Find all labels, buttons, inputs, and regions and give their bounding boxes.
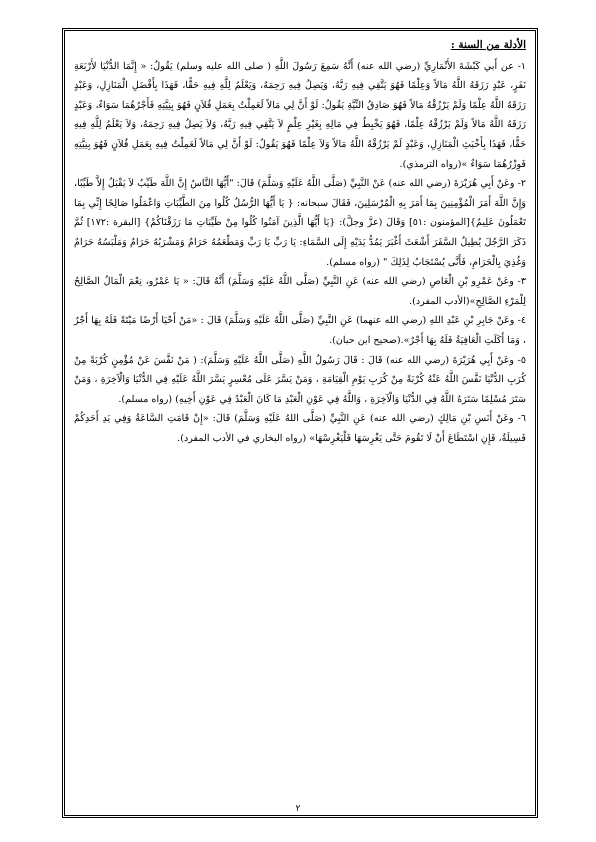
- page-number: ٢: [295, 804, 301, 814]
- document-body: [74, 36, 526, 448]
- hadith-item-3: ٣- وعَنْ عَمْرِو بْنِ الْعَاصِ (رضي الله عنه) عَنِ النَّبِيِّ (صَلَّى اللَّهُ عَلَيْهِ وَسَلَّمَ) أَنَّهُ قَالَ: « يَا عَمْرُو، نِعْمَ الْمَالُ الصَّالِحُ لِلْمَرْءِ الصَّالِحِ»(الأدب المفرد).: [74, 276, 526, 307]
- hadith-item-4: ٤- وعَنْ جَابِرِ بْنِ عَبْدِ اللهِ (رضي الله عنهما) عَنِ النَّبِيِّ (صَلَّى اللَّهُ عَلَيْهِ وَسَلَّمَ) قَالَ : «مَنْ أَحْيَا أَرْضًا مَيْتَةً فَلَهُ بِهَا أَجْرٌ ، وَمَا أَكَلَتِ الْعَافِيَةُ فَلَهُ بِهَا أَجْرٌ».(صحيح ابن حبان).: [74, 315, 526, 346]
- hadith-item-6: ٦- وعَنْ أَنَسِ بْنِ مَالِكٍ (رضي الله عنه) عَنِ النَّبِيِّ (صَلَّى اللهُ عَلَيْهِ وَسَلَّمَ) قَالَ: «إِنْ قَامَتِ السَّاعَةُ وَفِي يَدِ أَحَدِكُمْ فَسِيلَةٌ، فَإِنِ اسْتَطَاعَ أَنْ لَا تَقُومَ حَتَّى يَغْرِسَهَا فَلْيَغْرِسْهَا» (رواه البخاري في الأدب المفرد).: [74, 413, 526, 444]
- section-title: الأدلة من السنة :: [450, 39, 526, 51]
- hadith-item-2: ٢- وعَنْ أَبِي هُرَيْرَةَ (رضي الله عنه) عَنْ النَّبِيِّ (صَلَّى اللَّهُ عَلَيْهِ وَسَلَّمَ) قَالَ: "أَيُّهَا النَّاسُ إِنَّ اللَّهَ طَيِّبٌ لاَ يَقْبَلُ إِلاَّ طَيِّبًا، وَإِنَّ اللَّهَ أَمَرَ الْمُؤْمِنِينَ بِمَا أَمَرَ بِهِ الْمُرْسَلِينَ، فَقَالَ سبحانه: { يَا أَيُّهَا الرُّسُلُ كُلُوا مِنَ الطَّيِّبَاتِ وَاعْمَلُوا صَالِحًا إِنِّي بِمَا تَعْمَلُونَ عَلِيمٌ}[المؤمنون :٥١] وَقَالَ (عزَّ وجلَّ): {يَا أَيُّهَا الَّذِينَ آمَنُوا كُلُوا مِنْ طَيِّبَاتِ مَا رَزَقْنَاكُمْ} [البقرة :١٧٢] ثُمَّ ذَكَرَ الرَّجُلَ يُطِيلُ السَّفَرَ أَشْعَثَ أَغْبَرَ يَمُدُّ يَدَيْهِ إِلَى السَّمَاءِ: يَا رَبِّ يَا رَبِّ وَمَطْعَمُهُ حَرَامٌ وَمَشْرَبُهُ حَرَامٌ وَمَلْبَسُهُ حَرَامٌ وَغُذِيَ بِالْحَرَامِ، فَأَنَّى يُسْتَجَابُ لِذَلِكَ " (رواه مسلم).: [74, 178, 526, 268]
- hadith-item-1: ١- عن أَبي كَبْشَةَ الأَنْمَارِيِّ (رضي الله عنه) أَنَّهُ سَمِعَ رَسُولَ اللَّهِ ( صلى الله عليه وسلم) يَقُولُ: « إِنَّمَا الدُّنْيَا لأَرْبَعَةِ نَفَرٍ، عَبْدٍ رَزَقَهُ اللَّهُ مَالاً وَعِلْمًا فَهُوَ يَتَّقِي فِيهِ رَبَّهُ، وَيَصِلُ فِيهِ رَحِمَهُ، وَيَعْلَمُ لِلَّهِ فِيهِ حَقًّا، فَهَذَا بِأَفْضَلِ الْمَنَازِلِ، وَعَبْدٍ رَزَقَهُ اللَّهُ عِلْمًا وَلَمْ يَرْزُقْهُ مَالاً فَهُوَ صَادِقُ النِّيَّةِ يَقُولُ: لَوْ أَنَّ لِي مَالاً لَعَمِلْتُ بِعَمَلِ فُلاَنٍ فَهُوَ بِنِيَّتِهِ فَأَجْرُهُمَا سَوَاءٌ، وَعَبْدٍ رَزَقَهُ اللَّهُ مَالاً وَلَمْ يَرْزُقْهُ عِلْمًا، فَهُوَ يَخْبِطُ فِي مَالِهِ بِغَيْرِ عِلْمٍ لاَ يَتَّقِي فِيهِ رَبَّهُ، وَلاَ يَصِلُ فِيهِ رَحِمَهُ، وَلاَ يَعْلَمُ لِلَّهِ فِيهِ حَقًّا، فَهَذَا بِأَخْبَثِ الْمَنَازِلِ، وَعَبْدٍ لَمْ يَرْزُقْهُ اللَّهُ مَالاً وَلاَ عِلْمًا فَهُوَ يَقُولُ: لَوْ أَنَّ لِي مَالاً لَعَمِلْتُ فِيهِ بِعَمَلِ فُلاَنٍ فَهُوَ بِنِيَّتِهِ فَوِزْرُهُمَا سَوَاءٌ »(رواه الترمذي).: [74, 60, 526, 170]
- hadith-item-5: ٥- وعَنْ أَبِي هُرَيْرَةَ (رضي الله عنه) قَالَ : قَالَ رَسُولُ اللَّهِ (صَلَّى اللَّهُ عَلَيْهِ وَسَلَّمَ): ( مَنْ نَفَّسَ عَنْ مُؤْمِنٍ كُرْبَةً مِنْ كُرَبِ الدُّنْيَا نَفَّسَ اللَّهُ عَنْهُ كُرْبَةً مِنْ كُرَبِ يَوْمِ الْقِيَامَةِ ، وَمَنْ يَسَّرَ عَلَى مُعْسِرٍ يَسَّرَ اللَّهُ عَلَيْهِ فِي الدُّنْيَا وَالْآخِرَةِ ، وَمَنْ سَتَرَ مُسْلِمًا سَتَرَهُ اللَّهُ فِي الدُّنْيَا وَالْآخِرَةِ ، وَاللَّهُ فِي عَوْنِ الْعَبْدِ مَا كَانَ الْعَبْدُ فِي عَوْنِ أَخِيهِ) (رواه مسلم).: [74, 354, 526, 405]
